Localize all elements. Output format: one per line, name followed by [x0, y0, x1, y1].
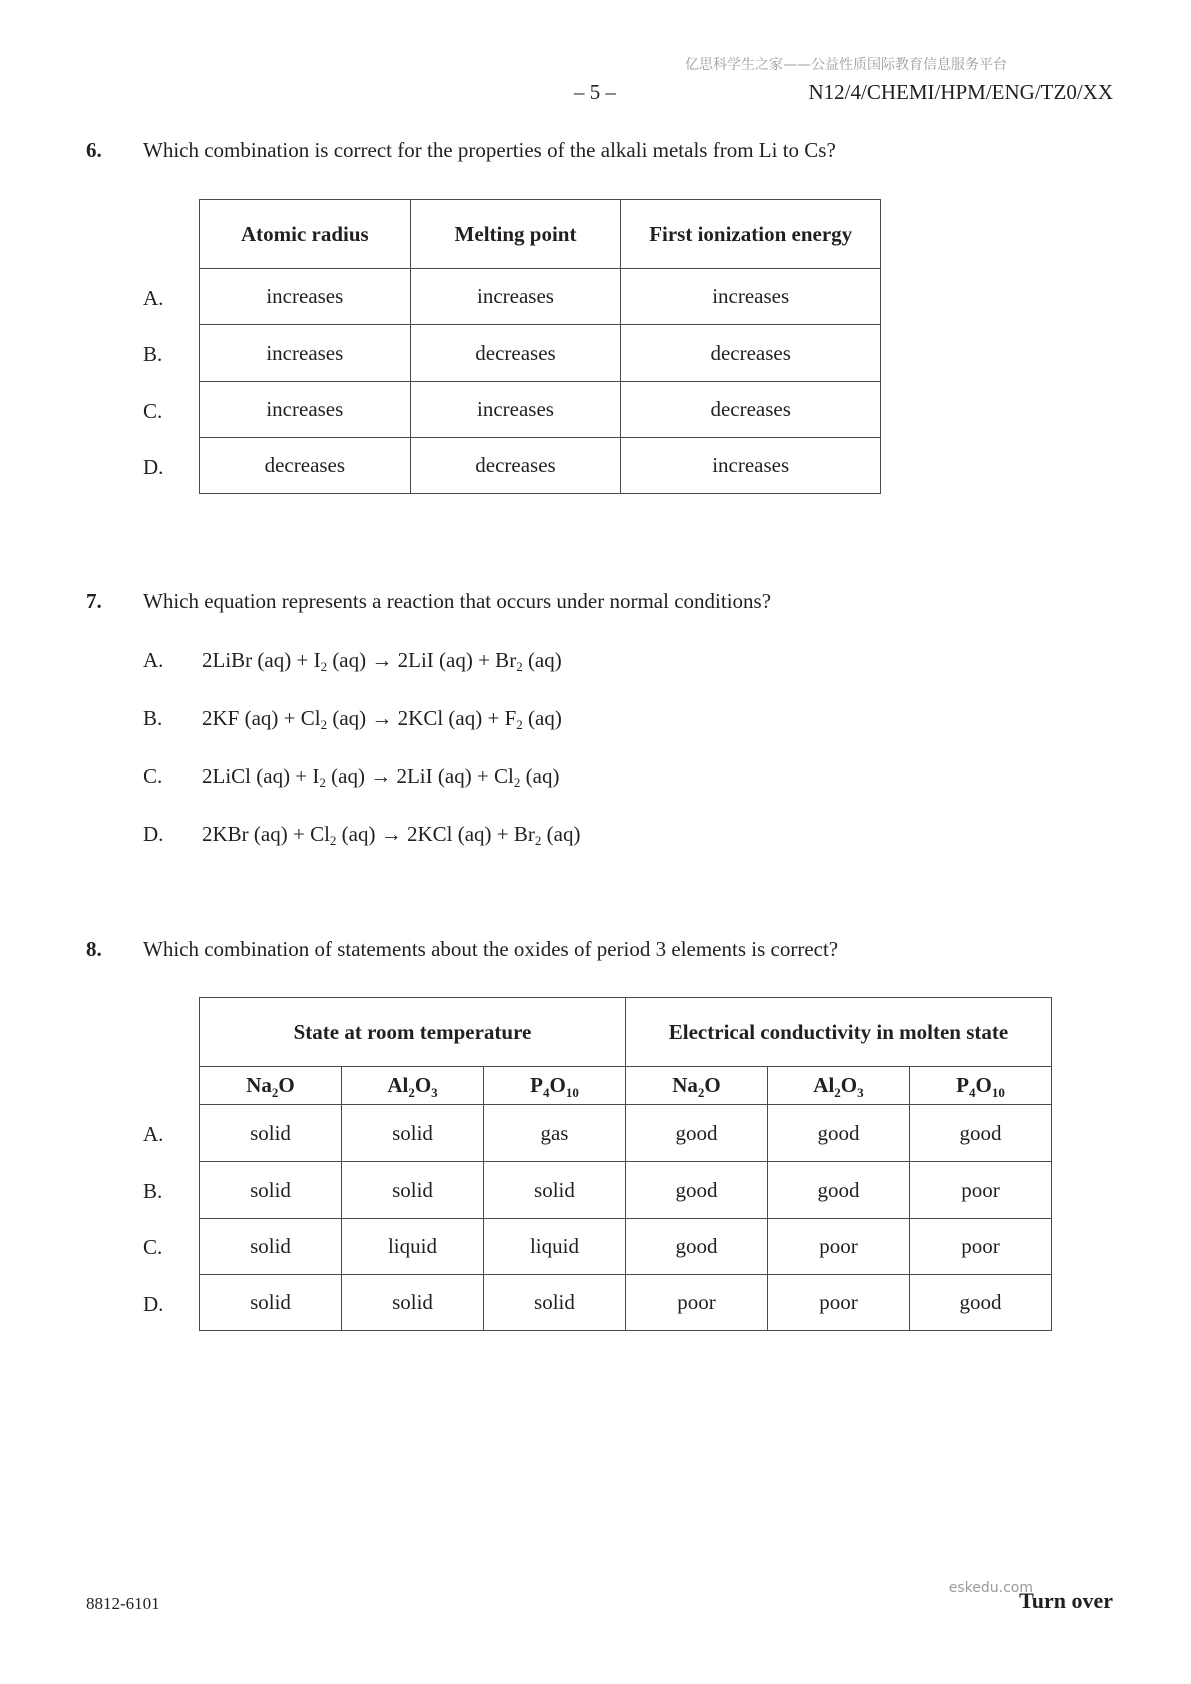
eq-subscript: 2: [513, 775, 521, 790]
question-8-number: 8.: [86, 937, 102, 961]
q8-option-b-letter: B.: [143, 1179, 163, 1203]
q6-cell: decreases: [200, 438, 411, 494]
q8-cell: poor: [625, 1275, 767, 1331]
q7-option-d-letter: D.: [143, 822, 164, 846]
q8-cell: good: [767, 1162, 909, 1219]
q8-cell: poor: [909, 1162, 1051, 1219]
reaction-arrow: →: [371, 648, 393, 672]
q8-cell: liquid: [341, 1219, 483, 1275]
q6-cell: decreases: [621, 325, 881, 382]
eq-text: 2LiCl (aq) + I: [202, 764, 320, 788]
watermark-top: 亿思科学生之家——公益性质国际教育信息服务平台: [685, 57, 1007, 73]
q8-col-na2o: $Na_2O$: [200, 1067, 342, 1105]
eq-text: (aq): [336, 822, 376, 846]
q8-table: [199, 997, 1052, 1331]
q6-table: [199, 199, 881, 494]
question-6-number: 6.: [86, 138, 102, 162]
document-code: N12/4/CHEMI/HPM/ENG/TZ0/XX: [808, 80, 1113, 104]
q8-cell: poor: [767, 1219, 909, 1275]
footer-code: 8812-6101: [86, 1594, 160, 1613]
eq-text: 2LiI (aq) + Br: [397, 648, 517, 672]
q8-cell: poor: [909, 1219, 1051, 1275]
q7-option-b-letter: B.: [143, 706, 163, 730]
q6-option-a-letter: A.: [143, 286, 164, 310]
question-7-number: 7.: [86, 589, 102, 613]
q8-option-a-letter: A.: [143, 1122, 164, 1146]
watermark-bottom: eskedu.com: [948, 1580, 1033, 1596]
q6-cell: increases: [621, 269, 881, 325]
q6-cell: increases: [621, 438, 881, 494]
q8-row-c: [200, 1219, 1052, 1275]
eq-subscript: 2: [516, 659, 523, 674]
q7-option-d-equation: [202, 822, 580, 847]
q8-cell: good: [909, 1275, 1051, 1331]
q6-option-c-letter: C.: [143, 399, 163, 423]
q8-col-al2o3: $Al_2O_3$: [767, 1067, 909, 1105]
eq-subscript: 2: [329, 833, 337, 848]
q8-cell: solid: [483, 1162, 625, 1219]
q6-option-d-letter: D.: [143, 455, 164, 479]
q8-cell: solid: [200, 1162, 342, 1219]
q6-header-first-ionization-energy: First ionization energy: [621, 200, 881, 269]
eq-subscript: 2: [320, 717, 328, 732]
q6-cell: increases: [200, 325, 411, 382]
eq-text: 2LiI (aq) + Cl: [396, 764, 514, 788]
q8-cell: solid: [200, 1219, 342, 1275]
q6-cell: increases: [200, 382, 411, 438]
q6-cell: decreases: [410, 325, 621, 382]
q8-cell: solid: [483, 1275, 625, 1331]
q8-cell: solid: [200, 1275, 342, 1331]
q8-header-conductivity: Electrical conductivity in molten state: [625, 998, 1051, 1067]
eq-subscript: 2: [516, 717, 523, 732]
eq-text: 2KBr (aq) + Cl: [202, 822, 330, 846]
q8-cell: solid: [341, 1275, 483, 1331]
question-6-text: Which combination is correct for the properties of the alkali metals from Li to Cs?: [143, 138, 836, 162]
q8-cell: good: [767, 1105, 909, 1162]
q7-option-b-equation: [202, 706, 562, 731]
eq-text: (aq): [520, 764, 560, 788]
reaction-arrow: →: [370, 764, 392, 788]
eq-text: 2LiBr (aq) + I: [202, 648, 321, 672]
page-number: – 5 –: [574, 80, 616, 104]
q6-cell: increases: [410, 382, 621, 438]
q7-option-a-equation: [202, 648, 562, 673]
q8-cell: good: [625, 1162, 767, 1219]
q7-option-c-equation: [202, 764, 559, 789]
eq-text: 2KF (aq) + Cl: [202, 706, 321, 730]
eq-text: (aq): [522, 648, 562, 672]
q8-cell: liquid: [483, 1219, 625, 1275]
q7-option-c-letter: C.: [143, 764, 163, 788]
q8-row-a: [200, 1105, 1052, 1162]
eq-text: (aq): [327, 706, 367, 730]
reaction-arrow: →: [380, 822, 402, 846]
q8-header-state: State at room temperature: [200, 998, 626, 1067]
eq-subscript: 2: [320, 659, 328, 674]
q6-cell: decreases: [621, 382, 881, 438]
eq-text: (aq): [522, 706, 562, 730]
question-8-text: Which combination of statements about the oxides of period 3 elements is correct?: [143, 937, 839, 961]
q6-row-b: [200, 325, 881, 382]
q6-row-a: [200, 269, 881, 325]
q8-cell: good: [625, 1219, 767, 1275]
q6-option-b-letter: B.: [143, 342, 163, 366]
eq-text: (aq): [325, 764, 365, 788]
q8-cell: solid: [341, 1105, 483, 1162]
q8-col-na2o: $Na_2O$: [625, 1067, 767, 1105]
q8-row-d: [200, 1275, 1052, 1331]
eq-text: 2KCl (aq) + F: [397, 706, 517, 730]
q8-cell: solid: [341, 1162, 483, 1219]
q6-row-c: [200, 382, 881, 438]
q6-header-atomic-radius: Atomic radius: [200, 200, 411, 269]
q8-cell: solid: [200, 1105, 342, 1162]
eq-text: (aq): [541, 822, 581, 846]
q6-row-d: [200, 438, 881, 494]
eq-text: 2KCl (aq) + Br: [406, 822, 535, 846]
q8-cell: good: [909, 1105, 1051, 1162]
q6-header-melting-point: Melting point: [410, 200, 621, 269]
q6-cell: increases: [200, 269, 411, 325]
q6-cell: decreases: [410, 438, 621, 494]
eq-subscript: 2: [319, 775, 326, 790]
q7-option-a-letter: A.: [143, 648, 164, 672]
turn-over-label: Turn over: [1019, 1588, 1113, 1613]
q8-cell: gas: [483, 1105, 625, 1162]
q8-col-p4o10: $P_4O_{10}$: [483, 1067, 625, 1105]
reaction-arrow: →: [371, 706, 393, 730]
q8-option-d-letter: D.: [143, 1292, 164, 1316]
q8-col-p4o10: $P_4O_{10}$: [909, 1067, 1051, 1105]
q8-row-b: [200, 1162, 1052, 1219]
q8-option-c-letter: C.: [143, 1235, 163, 1259]
q6-cell: increases: [410, 269, 621, 325]
eq-subscript: 2: [534, 833, 542, 848]
question-7-text: Which equation represents a reaction that occurs under normal conditions?: [143, 589, 772, 613]
q8-cell: good: [625, 1105, 767, 1162]
q8-cell: poor: [767, 1275, 909, 1331]
q8-col-al2o3: $Al_2O_3$: [341, 1067, 483, 1105]
eq-text: (aq): [327, 648, 367, 672]
